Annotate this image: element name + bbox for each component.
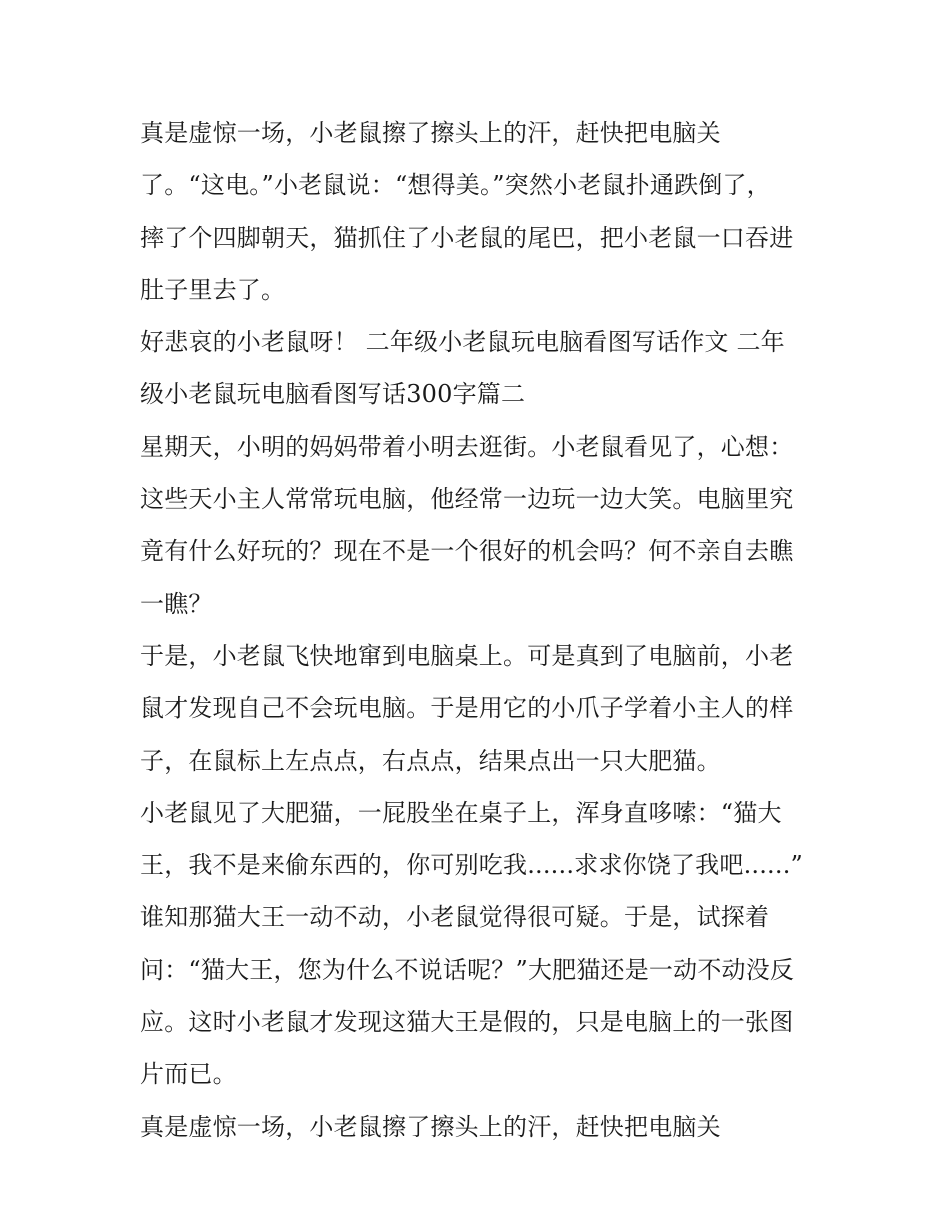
- text-line-16: 谁知那猫大王一动不动，小老鼠觉得很可疑。于是，试探着: [140, 903, 770, 932]
- text-line-18: 应。这时小老鼠才发现这猫大王是假的，只是电脑上的一张图: [140, 1008, 794, 1037]
- text-line-13: 子，在鼠标上左点点，右点点，结果点出一只大肥猫。: [140, 746, 721, 775]
- text-line-20: 真是虚惊一场，小老鼠擦了擦头上的汗，赶快把电脑关: [140, 1112, 721, 1141]
- text-line-6: 级小老鼠玩电脑看图写话300字篇二: [140, 380, 526, 409]
- text-line-10: 一瞧？: [140, 589, 213, 618]
- text-line-5: 好悲哀的小老鼠呀！ 二年级小老鼠玩电脑看图写话作文 二年: [140, 328, 785, 357]
- text-line-8: 这些天小主人常常玩电脑，他经常一边玩一边大笑。电脑里究: [140, 485, 794, 514]
- text-line-7: 星期天，小明的妈妈带着小明去逛街。小老鼠看见了，心想：: [140, 432, 794, 461]
- text-line-3: 摔了个四脚朝天，猫抓住了小老鼠的尾巴，把小老鼠一口吞进: [140, 223, 794, 252]
- text-line-15: 王，我不是来偷东西的，你可别吃我......求求你饶了我吧......”: [140, 851, 804, 880]
- text-line-9: 竟有什么好玩的？现在不是一个很好的机会吗？何不亲自去瞧: [140, 537, 794, 566]
- text-line-19: 片而已。: [140, 1060, 237, 1089]
- text-line-4: 肚子里去了。: [140, 275, 286, 304]
- text-line-11: 于是，小老鼠飞快地窜到电脑桌上。可是真到了电脑前，小老: [140, 641, 794, 670]
- text-line-14: 小老鼠见了大肥猫，一屁股坐在桌子上，浑身直哆嗦：“猫大: [140, 798, 782, 827]
- text-line-1: 真是虚惊一场，小老鼠擦了擦头上的汗，赶快把电脑关: [140, 119, 721, 147]
- text-line-12: 鼠才发现自己不会玩电脑。于是用它的小爪子学着小主人的样: [140, 694, 794, 723]
- text-line-17: 问：“猫大王，您为什么不说话呢？”大肥猫还是一动不动没反: [140, 955, 795, 984]
- document-body: [140, 107, 830, 1153]
- text-line-2: 了。“这电。”小老鼠说：“想得美。”突然小老鼠扑通跌倒了，: [140, 171, 771, 200]
